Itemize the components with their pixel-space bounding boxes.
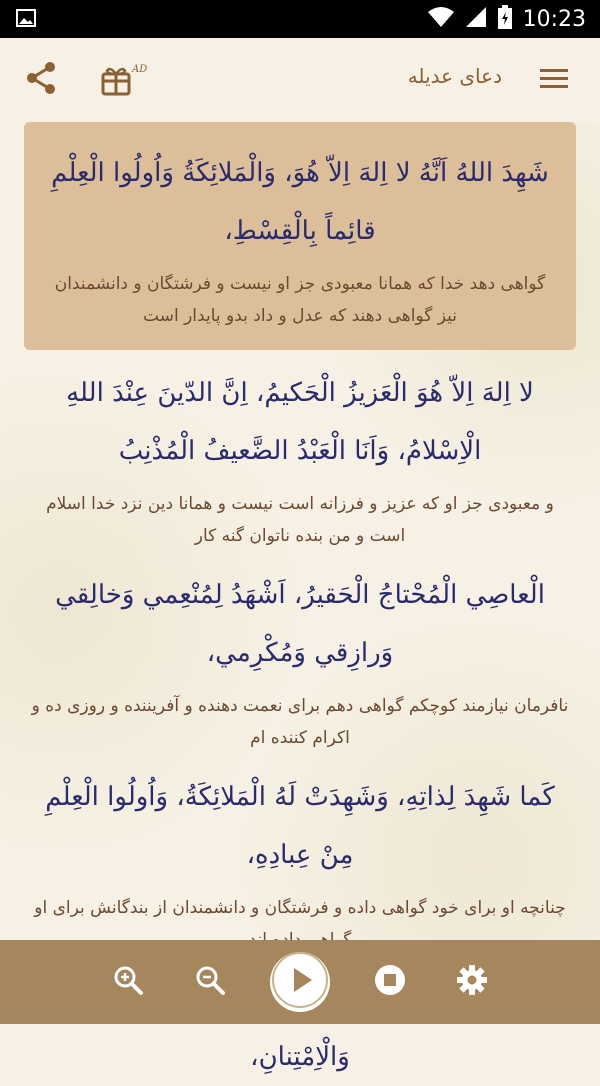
wifi-icon [427, 6, 455, 32]
verse-arabic: شَهِدَ اللهُ اَنَّهُ لا اِلهَ اِلاّ هُوَ، وَالْمَلائِكَةُ وَاُولُوا الْعِلْمِ قائِماً بِالْقِسْطِ، [51, 158, 549, 246]
verse-arabic: الْعاصِي الْمُحْتاجُ الْحَقيرُ، اَشْهَدُ لِمُنْعِمي وَخالِقي وَرازِقي وَمُكْرِمي، [55, 580, 545, 668]
play-button[interactable] [270, 952, 330, 1012]
zoom-in-icon [112, 964, 144, 1000]
app-bar [0, 38, 600, 122]
signal-icon [465, 6, 487, 32]
settings-button[interactable] [452, 962, 492, 1002]
page-title: دعای عدیله [407, 64, 502, 88]
verse-block[interactable] [0, 566, 600, 754]
prayer-content[interactable] [0, 122, 600, 1072]
verse-arabic: كَما شَهِدَ لِذاتِهِ، وَشَهِدَتْ لَهُ الْمَلائِكَةُ، وَاُولُوا الْعِلْمِ مِنْ عِبادِهِ، [45, 782, 555, 870]
share-button[interactable] [24, 62, 58, 98]
gift-icon [100, 64, 132, 100]
verse-translation: نافرمان نیازمند کوچکم گواهی دهم برای نعمت دهنده و آفریننده و روزی ده و اکرام کننده ام [31, 696, 569, 748]
image-icon [16, 9, 36, 27]
battery-icon [497, 5, 513, 33]
stop-button[interactable] [370, 962, 410, 1002]
verse-arabic: لا اِلهَ اِلاّ هُوَ الْعَزيزُ الْحَكيمُ، اِنَّ الدّينَ عِنْدَ اللهِ الْاِسْلامُ، وَاَنَا الْعَبْدُ الضَّعيفُ الْمُذْنِبُ [66, 378, 534, 466]
play-icon [270, 950, 330, 1014]
zoom-out-icon [194, 964, 226, 1000]
menu-icon [540, 67, 568, 93]
bottom-toolbar [0, 940, 600, 1024]
verse-translation: گواهی دهد خدا که همانا معبودی جز او نیست و فرشتگان و دانشمندان نیز گواهی دهند که عدل و داد بدو پایدار است [54, 274, 546, 326]
share-icon [24, 60, 58, 100]
settings-icon [456, 964, 488, 1000]
ad-label: AD [132, 64, 148, 75]
verse-translation: چنانچه او برای خود گواهی داده و فرشتگان و دانشمندان از بندگانش برای او [34, 898, 566, 918]
stop-icon [373, 963, 407, 1001]
status-time: 10:23 [522, 6, 586, 32]
verse-arabic: وَالْاِمْتِنانِ، [250, 1042, 350, 1072]
menu-button[interactable] [538, 64, 570, 96]
verse-block[interactable] [0, 364, 600, 552]
zoom-out-button[interactable] [190, 962, 230, 1002]
status-bar [0, 0, 600, 38]
verse-block-highlighted[interactable] [24, 122, 576, 350]
verse-translation: و معبودی جز او که عزیز و فرزانه است نیست و همانا دین نزد خدا اسلام است و من بنده ناتوان گنه کار [46, 494, 554, 546]
zoom-in-button[interactable] [108, 962, 148, 1002]
verse-block[interactable] [0, 768, 600, 956]
